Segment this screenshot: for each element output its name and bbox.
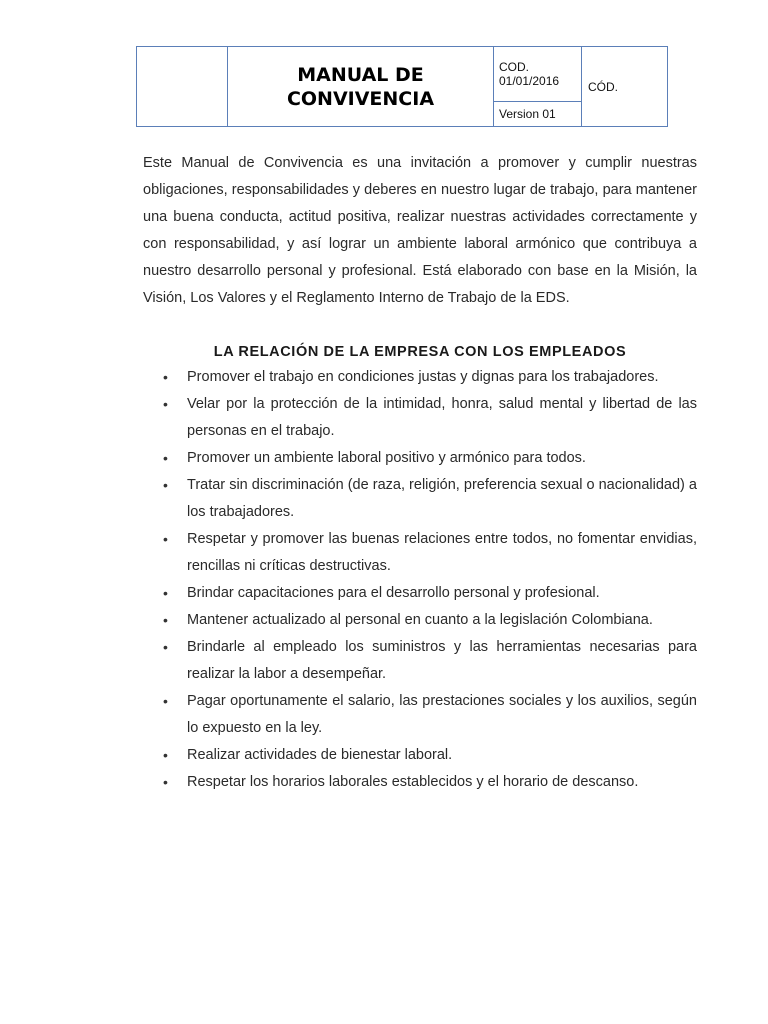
section-heading: LA RELACIÓN DE LA EMPRESA CON LOS EMPLEADOS: [213, 344, 627, 360]
document-header-table: [136, 46, 668, 127]
cod-cell: [582, 47, 668, 127]
bullet-icon: •: [163, 612, 168, 628]
list-item: [143, 769, 697, 796]
version-label: Version 01: [499, 107, 556, 121]
title-line-2: CONVIVENCIA: [286, 87, 435, 110]
version-cell: [494, 102, 582, 127]
bullet-icon: •: [163, 747, 168, 763]
code-date-cell: [494, 47, 582, 102]
document-body: [143, 150, 697, 796]
list-item: [143, 580, 697, 607]
list-item-text: Respetar y promover las buenas relaciones entre todos, no fomentar envidias, rencillas ni críticas destructivas.: [187, 531, 697, 574]
list-item-text: Brindar capacitaciones para el desarrollo personal y profesional.: [187, 585, 600, 601]
code-label: COD.: [499, 60, 529, 74]
list-item-text: Velar por la protección de la intimidad, honra, salud mental y libertad de las personas en el trabajo.: [187, 396, 697, 439]
bullet-icon: •: [163, 477, 168, 493]
list-item-text: Tratar sin discriminación (de raza, religión, preferencia sexual o nacionalidad) a los trabajadores.: [187, 477, 697, 520]
bullet-icon: •: [163, 774, 168, 790]
code-date: 01/01/2016: [499, 74, 560, 88]
list-item: [143, 472, 697, 526]
document-title: [228, 47, 494, 127]
bullet-icon: •: [163, 639, 168, 655]
list-item: [143, 364, 697, 391]
bullet-icon: •: [163, 396, 168, 412]
list-item-text: Realizar actividades de bienestar laboral.: [187, 747, 453, 763]
list-item-text: Promover un ambiente laboral positivo y armónico para todos.: [187, 450, 586, 466]
list-item: [143, 526, 697, 580]
intro-paragraph: Este Manual de Convivencia es una invitación a promover y cumplir nuestras obligaciones, responsabilidades y deberes en nuestro lugar de trabajo, para mantener una buena conducta, actitud positiva, realizar nuestras actividades correctamente y con responsabilidad, y así lograr un ambiente laboral armónico que contribuya a nuestro desarrollo personal y profesional. Está elaborado con base en la Misión, la Visión, Los Valores y el Reglamento Interno de Trabajo de la EDS.: [143, 155, 697, 306]
logo-cell: [137, 47, 228, 127]
list-item: [143, 634, 697, 688]
bullet-icon: •: [163, 693, 168, 709]
cod-right-label: CÓD.: [588, 79, 618, 94]
responsibilities-list: [143, 364, 697, 796]
bullet-icon: •: [163, 369, 168, 385]
list-item-text: Promover el trabajo en condiciones justas y dignas para los trabajadores.: [187, 369, 659, 385]
list-item: [143, 688, 697, 742]
list-item-text: Mantener actualizado al personal en cuanto a la legislación Colombiana.: [187, 612, 653, 628]
list-item: [143, 391, 697, 445]
bullet-icon: •: [163, 450, 168, 466]
list-item: [143, 742, 697, 769]
list-item: [143, 445, 697, 472]
bullet-icon: •: [163, 531, 168, 547]
list-item-text: Respetar los horarios laborales establecidos y el horario de descanso.: [187, 774, 639, 790]
list-item-text: Pagar oportunamente el salario, las prestaciones sociales y los auxilios, según lo expuesto en la ley.: [187, 693, 697, 736]
list-item-text: Brindarle al empleado los suministros y las herramientas necesarias para realizar la labor a desempeñar.: [187, 639, 697, 682]
list-item: [143, 607, 697, 634]
bullet-icon: •: [163, 585, 168, 601]
title-line-1: MANUAL DE: [297, 63, 424, 86]
